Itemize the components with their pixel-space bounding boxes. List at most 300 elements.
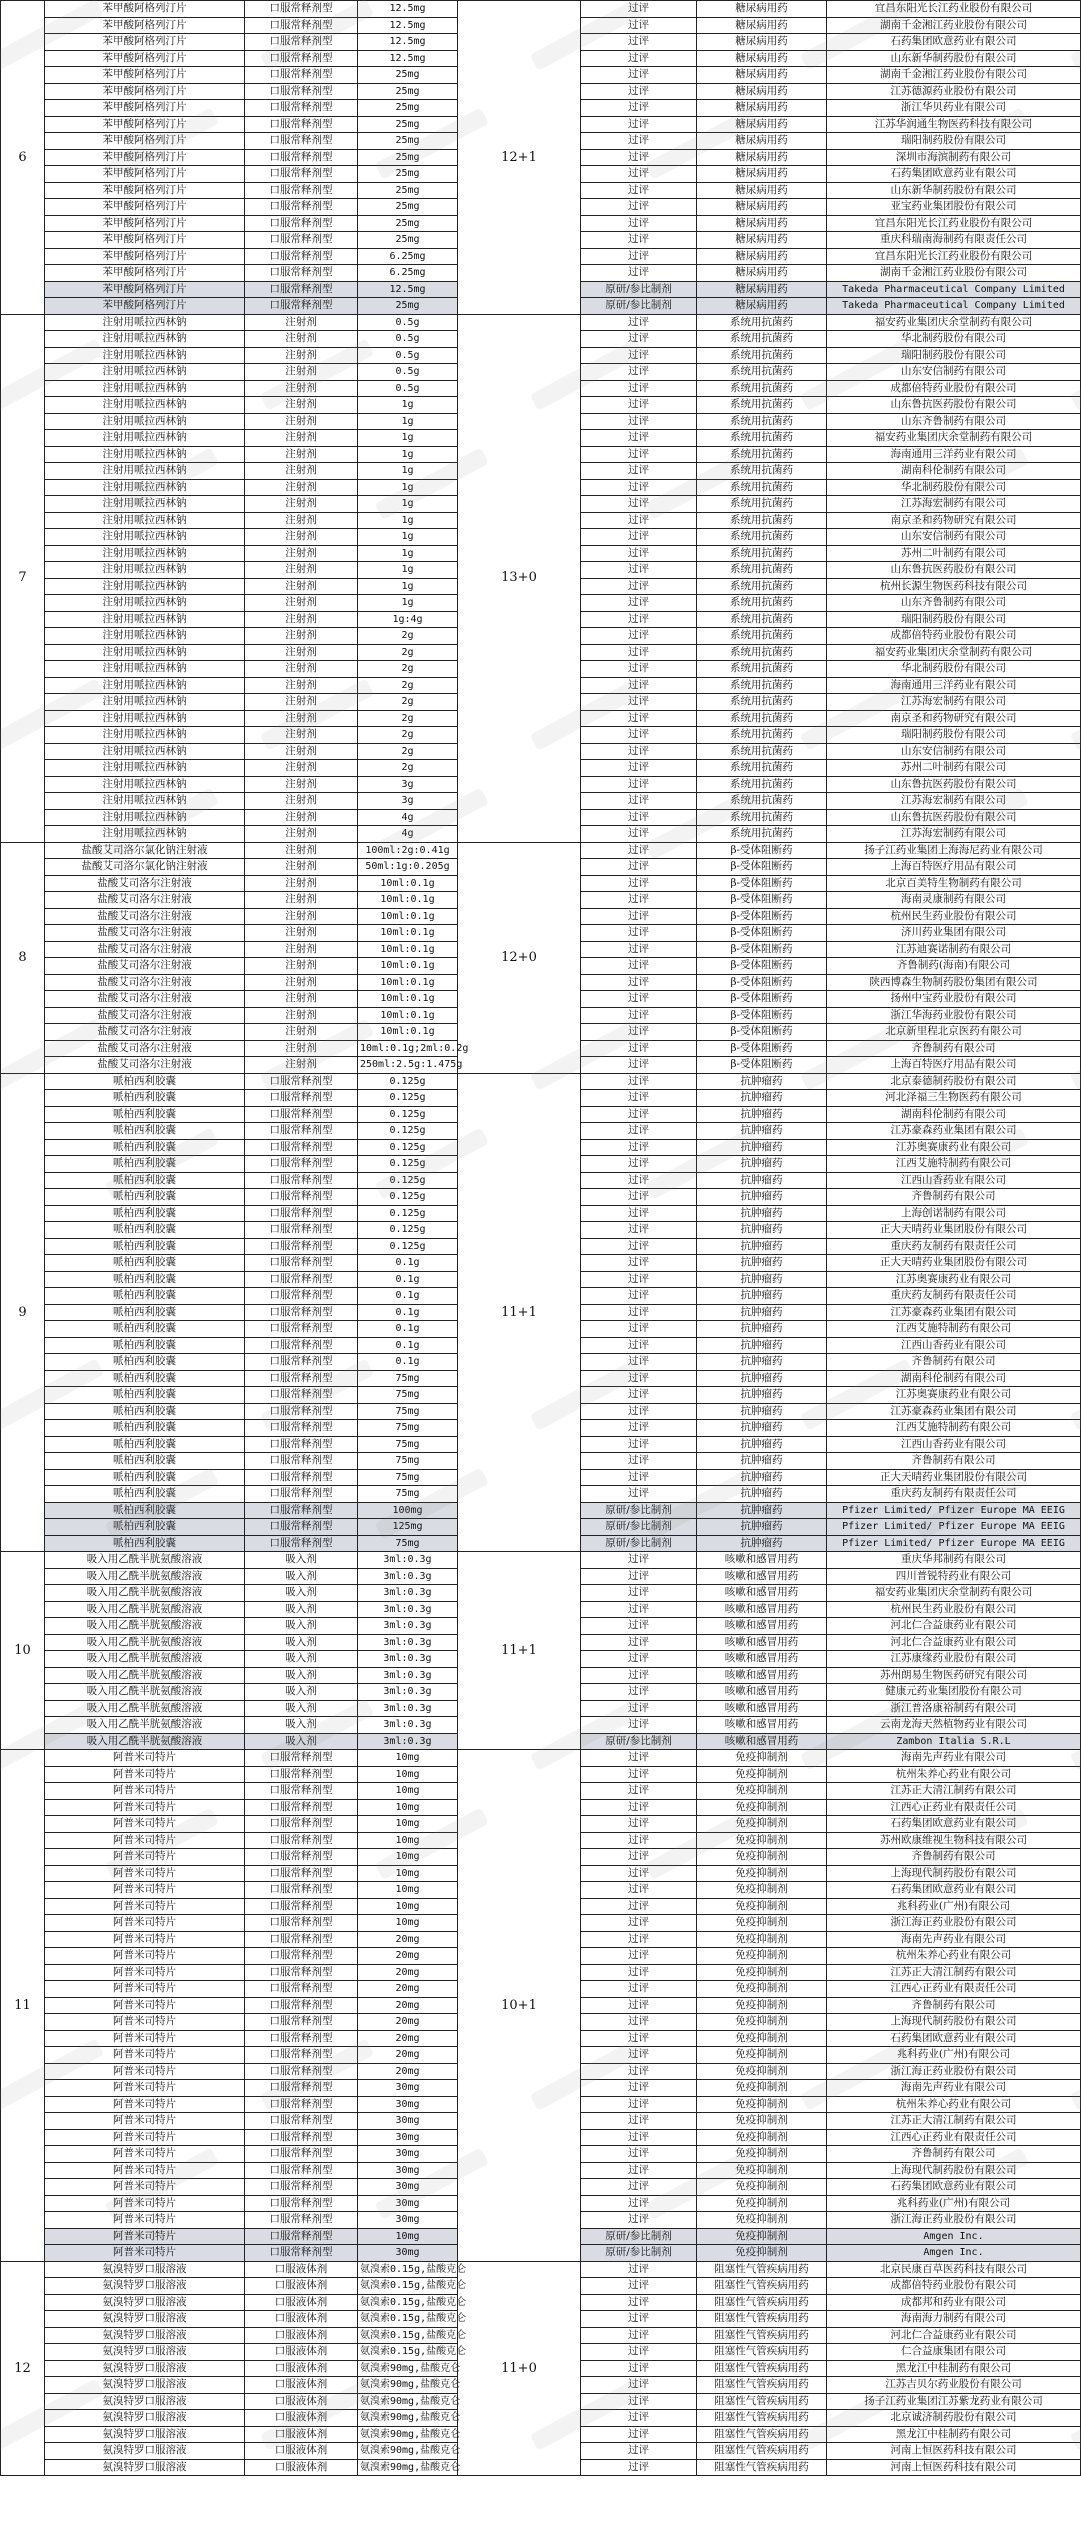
evaluation-status-cell: 过评 bbox=[581, 859, 697, 876]
drug-name-cell: 注射用哌拉西林钠 bbox=[45, 314, 245, 331]
drug-name-cell: 注射用哌拉西林钠 bbox=[45, 644, 245, 661]
specification-cell: 25mg bbox=[358, 182, 458, 199]
drug-name-cell: 注射用哌拉西林钠 bbox=[45, 809, 245, 826]
drug-name-cell: 哌柏西利胶囊 bbox=[45, 1354, 245, 1371]
drug-name-cell: 阿普米司特片 bbox=[45, 1849, 245, 1866]
dosage-form-cell: 口服常释剂型 bbox=[245, 1090, 358, 1107]
therapeutic-class-cell: 系统用抗菌药 bbox=[697, 529, 827, 546]
specification-cell: 氨溴索90mg,盐酸克仑 bbox=[358, 2360, 458, 2377]
manufacturer-cell: 福安药业集团庆余堂制药有限公司 bbox=[827, 1585, 1081, 1602]
specification-cell: 25mg bbox=[358, 232, 458, 249]
drug-name-cell: 盐酸艾司洛尔注射液 bbox=[45, 1024, 245, 1041]
dosage-form-cell: 吸入剂 bbox=[245, 1733, 358, 1750]
specification-cell: 0.125g bbox=[358, 1222, 458, 1239]
evaluation-status-cell: 过评 bbox=[581, 2080, 697, 2097]
specification-cell: 0.125g bbox=[358, 1123, 458, 1140]
specification-cell: 75mg bbox=[358, 1453, 458, 1470]
dosage-form-cell: 口服常释剂型 bbox=[245, 1106, 358, 1123]
evaluation-status-cell: 过评 bbox=[581, 1552, 697, 1569]
manufacturer-cell: 海南灵康制药有限公司 bbox=[827, 892, 1081, 909]
dosage-form-cell: 注射剂 bbox=[245, 727, 358, 744]
evaluation-status-cell: 过评 bbox=[581, 1849, 697, 1866]
specification-cell: 0.1g bbox=[358, 1354, 458, 1371]
manufacturer-cell: 山东鲁抗医药股份有限公司 bbox=[827, 809, 1081, 826]
specification-cell: 30mg bbox=[358, 2080, 458, 2097]
therapeutic-class-cell: 免疫抑制剂 bbox=[697, 2047, 827, 2064]
specification-cell: 125mg bbox=[358, 1519, 458, 1536]
manufacturer-cell: 北京百美特生物制药有限公司 bbox=[827, 875, 1081, 892]
therapeutic-class-cell: 抗肿瘤药 bbox=[697, 1255, 827, 1272]
evaluation-status-cell: 过评 bbox=[581, 875, 697, 892]
therapeutic-class-cell: 免疫抑制剂 bbox=[697, 2228, 827, 2245]
therapeutic-class-cell: 糖尿病用药 bbox=[697, 298, 827, 315]
therapeutic-class-cell: β-受体阻断药 bbox=[697, 941, 827, 958]
manufacturer-cell: 河北泽福三生物医药有限公司 bbox=[827, 1090, 1081, 1107]
drug-name-cell: 阿普米司特片 bbox=[45, 1816, 245, 1833]
manufacturer-cell: 重庆药友制药有限责任公司 bbox=[827, 1288, 1081, 1305]
manufacturer-cell: 浙江普洛康裕制药有限公司 bbox=[827, 1700, 1081, 1717]
evaluation-status-cell: 过评 bbox=[581, 578, 697, 595]
evaluation-status-cell: 过评 bbox=[581, 1865, 697, 1882]
evaluation-status-cell: 过评 bbox=[581, 644, 697, 661]
therapeutic-class-cell: 免疫抑制剂 bbox=[697, 2146, 827, 2163]
evaluation-status-cell: 过评 bbox=[581, 1618, 697, 1635]
dosage-form-cell: 口服常释剂型 bbox=[245, 281, 358, 298]
therapeutic-class-cell: 免疫抑制剂 bbox=[697, 2245, 827, 2262]
drug-name-cell: 盐酸艾司洛尔注射液 bbox=[45, 908, 245, 925]
manufacturer-cell: 扬子江药业集团江苏紫龙药业有限公司 bbox=[827, 2393, 1081, 2410]
manufacturer-cell: 正大天晴药业集团股份有限公司 bbox=[827, 1222, 1081, 1239]
drug-name-cell: 阿普米司特片 bbox=[45, 2146, 245, 2163]
drug-name-cell: 注射用哌拉西林钠 bbox=[45, 430, 245, 447]
manufacturer-cell: 浙江海正药业股份有限公司 bbox=[827, 1915, 1081, 1932]
dosage-form-cell: 口服常释剂型 bbox=[245, 2047, 358, 2064]
therapeutic-class-cell: 系统用抗菌药 bbox=[697, 314, 827, 331]
therapeutic-class-cell: 阻塞性气管疾病用药 bbox=[697, 2278, 827, 2295]
specification-cell: 2g bbox=[358, 727, 458, 744]
evaluation-status-cell: 过评 bbox=[581, 826, 697, 843]
specification-cell: 75mg bbox=[358, 1469, 458, 1486]
drug-name-cell: 注射用哌拉西林钠 bbox=[45, 595, 245, 612]
evaluation-status-cell: 过评 bbox=[581, 463, 697, 480]
therapeutic-class-cell: 抗肿瘤药 bbox=[697, 1090, 827, 1107]
manufacturer-cell: 海南先声药业有限公司 bbox=[827, 1750, 1081, 1767]
evaluation-status-cell: 过评 bbox=[581, 1189, 697, 1206]
specification-cell: 3ml:0.3g bbox=[358, 1601, 458, 1618]
specification-cell: 10mg bbox=[358, 2228, 458, 2245]
drug-name-cell: 阿普米司特片 bbox=[45, 1898, 245, 1915]
therapeutic-class-cell: 糖尿病用药 bbox=[697, 133, 827, 150]
dosage-form-cell: 口服常释剂型 bbox=[245, 2245, 358, 2262]
therapeutic-class-cell: 抗肿瘤药 bbox=[697, 1073, 827, 1090]
specification-cell: 0.1g bbox=[358, 1321, 458, 1338]
evaluation-status-cell: 过评 bbox=[581, 1205, 697, 1222]
evaluation-status-cell: 过评 bbox=[581, 2278, 697, 2295]
specification-cell: 3ml:0.3g bbox=[358, 1651, 458, 1668]
therapeutic-class-cell: 系统用抗菌药 bbox=[697, 545, 827, 562]
evaluation-status-cell: 过评 bbox=[581, 958, 697, 975]
specification-cell: 12.5mg bbox=[358, 281, 458, 298]
dosage-form-cell: 注射剂 bbox=[245, 628, 358, 645]
manufacturer-cell: 黑龙江中桂制药有限公司 bbox=[827, 2426, 1081, 2443]
manufacturer-cell: 江西艾施特制药有限公司 bbox=[827, 1156, 1081, 1173]
manufacturer-cell: Pfizer Limited/ Pfizer Europe MA EEIG bbox=[827, 1502, 1081, 1519]
specification-cell: 100mg bbox=[358, 1502, 458, 1519]
evaluation-status-cell: 过评 bbox=[581, 2261, 697, 2278]
specification-cell: 12.5mg bbox=[358, 17, 458, 34]
table-body bbox=[1, 1, 1081, 2476]
therapeutic-class-cell: 系统用抗菌药 bbox=[697, 727, 827, 744]
therapeutic-class-cell: 系统用抗菌药 bbox=[697, 677, 827, 694]
evaluation-status-cell: 过评 bbox=[581, 364, 697, 381]
therapeutic-class-cell: 免疫抑制剂 bbox=[697, 1882, 827, 1899]
manufacturer-cell: 浙江海正药业股份有限公司 bbox=[827, 2212, 1081, 2229]
manufacturer-cell: 山东安信制药有限公司 bbox=[827, 743, 1081, 760]
evaluation-status-cell: 过评 bbox=[581, 1139, 697, 1156]
evaluation-status-cell: 过评 bbox=[581, 331, 697, 348]
dosage-form-cell: 注射剂 bbox=[245, 611, 358, 628]
therapeutic-class-cell: 抗肿瘤药 bbox=[697, 1387, 827, 1404]
manufacturer-cell: 瑞阳制药股份有限公司 bbox=[827, 347, 1081, 364]
specification-cell: 10ml:0.1g bbox=[358, 892, 458, 909]
dosage-form-cell: 注射剂 bbox=[245, 331, 358, 348]
manufacturer-cell: 江苏奥赛康药业有限公司 bbox=[827, 1387, 1081, 1404]
therapeutic-class-cell: 系统用抗菌药 bbox=[697, 397, 827, 414]
drug-name-cell: 哌柏西利胶囊 bbox=[45, 1486, 245, 1503]
manufacturer-cell: 苏州欧康维视生物科技有限公司 bbox=[827, 1832, 1081, 1849]
therapeutic-class-cell: 系统用抗菌药 bbox=[697, 595, 827, 612]
drug-name-cell: 苯甲酸阿格列汀片 bbox=[45, 265, 245, 282]
specification-cell: 3ml:0.3g bbox=[358, 1717, 458, 1734]
evaluation-status-cell: 过评 bbox=[581, 2146, 697, 2163]
evaluation-status-cell: 过评 bbox=[581, 2063, 697, 2080]
drug-name-cell: 吸入用乙酰半胱氨酸溶液 bbox=[45, 1552, 245, 1569]
specification-cell: 20mg bbox=[358, 2063, 458, 2080]
dosage-form-cell: 注射剂 bbox=[245, 743, 358, 760]
specification-cell: 2g bbox=[358, 694, 458, 711]
drug-name-cell: 哌柏西利胶囊 bbox=[45, 1403, 245, 1420]
therapeutic-class-cell: 抗肿瘤药 bbox=[697, 1106, 827, 1123]
specification-cell: 0.5g bbox=[358, 380, 458, 397]
drug-name-cell: 盐酸艾司洛尔注射液 bbox=[45, 875, 245, 892]
evaluation-status-cell: 过评 bbox=[581, 1436, 697, 1453]
drug-name-cell: 阿普米司特片 bbox=[45, 2162, 245, 2179]
therapeutic-class-cell: 咳嗽和感冒用药 bbox=[697, 1568, 827, 1585]
dosage-form-cell: 口服液体剂 bbox=[245, 2327, 358, 2344]
dosage-form-cell: 注射剂 bbox=[245, 958, 358, 975]
dosage-form-cell: 口服常释剂型 bbox=[245, 2030, 358, 2047]
evaluation-status-cell: 过评 bbox=[581, 1898, 697, 1915]
evaluation-status-cell: 过评 bbox=[581, 67, 697, 84]
evaluation-status-cell: 过评 bbox=[581, 925, 697, 942]
manufacturer-cell: 华北制药股份有限公司 bbox=[827, 661, 1081, 678]
evaluation-status-cell: 过评 bbox=[581, 1469, 697, 1486]
dosage-form-cell: 口服常释剂型 bbox=[245, 1436, 358, 1453]
therapeutic-class-cell: 系统用抗菌药 bbox=[697, 562, 827, 579]
evaluation-status-cell: 过评 bbox=[581, 1766, 697, 1783]
therapeutic-class-cell: 系统用抗菌药 bbox=[697, 743, 827, 760]
drug-name-cell: 盐酸艾司洛尔注射液 bbox=[45, 1040, 245, 1057]
evaluation-status-cell: 过评 bbox=[581, 1057, 697, 1074]
dosage-form-cell: 吸入剂 bbox=[245, 1684, 358, 1701]
manufacturer-cell: 苏州二叶制药有限公司 bbox=[827, 760, 1081, 777]
specification-cell: 氨溴索90mg,盐酸克仑 bbox=[358, 2459, 458, 2476]
drug-name-cell: 苯甲酸阿格列汀片 bbox=[45, 248, 245, 265]
therapeutic-class-cell: 咳嗽和感冒用药 bbox=[697, 1684, 827, 1701]
drug-name-cell: 苯甲酸阿格列汀片 bbox=[45, 182, 245, 199]
evaluation-status-cell: 过评 bbox=[581, 50, 697, 67]
evaluation-status-cell: 过评 bbox=[581, 248, 697, 265]
evaluation-status-cell: 过评 bbox=[581, 83, 697, 100]
therapeutic-class-cell: 阻塞性气管疾病用药 bbox=[697, 2410, 827, 2427]
specification-cell: 氨溴索0.15g,盐酸克仑 bbox=[358, 2261, 458, 2278]
manufacturer-cell: Zambon Italia S.R.L bbox=[827, 1733, 1081, 1750]
drug-name-cell: 氨溴特罗口服溶液 bbox=[45, 2426, 245, 2443]
evaluation-status-cell: 原研/参比制剂 bbox=[581, 1502, 697, 1519]
drug-name-cell: 哌柏西利胶囊 bbox=[45, 1370, 245, 1387]
drug-name-cell: 盐酸艾司洛尔氯化钠注射液 bbox=[45, 859, 245, 876]
drug-name-cell: 注射用哌拉西林钠 bbox=[45, 380, 245, 397]
therapeutic-class-cell: β-受体阻断药 bbox=[697, 892, 827, 909]
therapeutic-class-cell: 阻塞性气管疾病用药 bbox=[697, 2377, 827, 2394]
dosage-form-cell: 口服常释剂型 bbox=[245, 2113, 358, 2130]
dosage-form-cell: 口服常释剂型 bbox=[245, 215, 358, 232]
dosage-form-cell: 口服常释剂型 bbox=[245, 2195, 358, 2212]
dosage-form-cell: 吸入剂 bbox=[245, 1601, 358, 1618]
dosage-form-cell: 口服常释剂型 bbox=[245, 1519, 358, 1536]
specification-cell: 氨溴索0.15g,盐酸克仑 bbox=[358, 2294, 458, 2311]
dosage-form-cell: 口服常释剂型 bbox=[245, 298, 358, 315]
therapeutic-class-cell: 抗肿瘤药 bbox=[697, 1156, 827, 1173]
specification-cell: 10ml:0.1g bbox=[358, 991, 458, 1008]
dosage-form-cell: 口服液体剂 bbox=[245, 2261, 358, 2278]
dosage-form-cell: 口服常释剂型 bbox=[245, 1073, 358, 1090]
evaluation-status-cell: 过评 bbox=[581, 842, 697, 859]
drug-name-cell: 氨溴特罗口服溶液 bbox=[45, 2377, 245, 2394]
specification-cell: 0.1g bbox=[358, 1288, 458, 1305]
specification-cell: 30mg bbox=[358, 2113, 458, 2130]
dosage-form-cell: 口服液体剂 bbox=[245, 2443, 358, 2460]
therapeutic-class-cell: β-受体阻断药 bbox=[697, 925, 827, 942]
therapeutic-class-cell: 糖尿病用药 bbox=[697, 248, 827, 265]
dosage-form-cell: 口服常释剂型 bbox=[245, 1964, 358, 1981]
specification-cell: 2g bbox=[358, 677, 458, 694]
evaluation-status-cell: 过评 bbox=[581, 2377, 697, 2394]
manufacturer-cell: Pfizer Limited/ Pfizer Europe MA EEIG bbox=[827, 1535, 1081, 1552]
drug-name-cell: 苯甲酸阿格列汀片 bbox=[45, 17, 245, 34]
therapeutic-class-cell: 免疫抑制剂 bbox=[697, 2080, 827, 2097]
drug-name-cell: 阿普米司特片 bbox=[45, 1882, 245, 1899]
drug-name-cell: 注射用哌拉西林钠 bbox=[45, 628, 245, 645]
therapeutic-class-cell: 抗肿瘤药 bbox=[697, 1288, 827, 1305]
specification-cell: 25mg bbox=[358, 166, 458, 183]
dosage-form-cell: 注射剂 bbox=[245, 941, 358, 958]
drug-name-cell: 阿普米司特片 bbox=[45, 1799, 245, 1816]
manufacturer-cell: 浙江海正药业股份有限公司 bbox=[827, 2063, 1081, 2080]
dosage-form-cell: 注射剂 bbox=[245, 397, 358, 414]
specification-cell: 3ml:0.3g bbox=[358, 1552, 458, 1569]
dosage-form-cell: 口服常释剂型 bbox=[245, 1865, 358, 1882]
drug-name-cell: 阿普米司特片 bbox=[45, 2080, 245, 2097]
specification-cell: 75mg bbox=[358, 1370, 458, 1387]
dosage-form-cell: 口服常释剂型 bbox=[245, 1816, 358, 1833]
evaluation-status-cell: 过评 bbox=[581, 2047, 697, 2064]
manufacturer-cell: 齐鲁制药有限公司 bbox=[827, 2146, 1081, 2163]
manufacturer-cell: 杭州民生药业股份有限公司 bbox=[827, 1601, 1081, 1618]
specification-cell: 1g bbox=[358, 545, 458, 562]
dosage-form-cell: 口服常释剂型 bbox=[245, 1370, 358, 1387]
manufacturer-cell: 海南海力制药有限公司 bbox=[827, 2311, 1081, 2328]
manufacturer-cell: 石药集团欧意药业有限公司 bbox=[827, 166, 1081, 183]
drug-name-cell: 注射用哌拉西林钠 bbox=[45, 496, 245, 513]
therapeutic-class-cell: 免疫抑制剂 bbox=[697, 2030, 827, 2047]
evaluation-status-cell: 过评 bbox=[581, 2195, 697, 2212]
specification-cell: 氨溴索0.15g,盐酸克仑 bbox=[358, 2278, 458, 2295]
therapeutic-class-cell: 抗肿瘤药 bbox=[697, 1469, 827, 1486]
specification-cell: 1g bbox=[358, 430, 458, 447]
evaluation-status-cell: 过评 bbox=[581, 2311, 697, 2328]
dosage-form-cell: 口服常释剂型 bbox=[245, 1321, 358, 1338]
drug-name-cell: 苯甲酸阿格列汀片 bbox=[45, 232, 245, 249]
evaluation-status-cell: 过评 bbox=[581, 1403, 697, 1420]
manufacturer-cell: 山东新华制药股份有限公司 bbox=[827, 50, 1081, 67]
specification-cell: 3g bbox=[358, 776, 458, 793]
evaluation-status-cell: 过评 bbox=[581, 479, 697, 496]
dosage-form-cell: 吸入剂 bbox=[245, 1585, 358, 1602]
manufacturer-cell: 兆科药业(广州)有限公司 bbox=[827, 1898, 1081, 1915]
therapeutic-class-cell: β-受体阻断药 bbox=[697, 1040, 827, 1057]
manufacturer-cell: 亚宝药业集团股份有限公司 bbox=[827, 199, 1081, 216]
evaluation-status-cell: 过评 bbox=[581, 1816, 697, 1833]
dosage-form-cell: 口服常释剂型 bbox=[245, 1288, 358, 1305]
manufacturer-cell: 江苏正大清江制药有限公司 bbox=[827, 2113, 1081, 2130]
evaluation-status-cell: 过评 bbox=[581, 2327, 697, 2344]
therapeutic-class-cell: β-受体阻断药 bbox=[697, 859, 827, 876]
drug-name-cell: 吸入用乙酰半胱氨酸溶液 bbox=[45, 1585, 245, 1602]
evaluation-status-cell: 过评 bbox=[581, 1387, 697, 1404]
therapeutic-class-cell: 系统用抗菌药 bbox=[697, 611, 827, 628]
therapeutic-class-cell: 阻塞性气管疾病用药 bbox=[697, 2327, 827, 2344]
dosage-form-cell: 吸入剂 bbox=[245, 1618, 358, 1635]
therapeutic-class-cell: 系统用抗菌药 bbox=[697, 364, 827, 381]
manufacturer-cell: 正大天晴药业集团股份有限公司 bbox=[827, 1469, 1081, 1486]
dosage-form-cell: 口服常释剂型 bbox=[245, 67, 358, 84]
dosage-form-cell: 口服常释剂型 bbox=[245, 1420, 358, 1437]
drug-name-cell: 苯甲酸阿格列汀片 bbox=[45, 298, 245, 315]
drug-name-cell: 苯甲酸阿格列汀片 bbox=[45, 34, 245, 51]
therapeutic-class-cell: 咳嗽和感冒用药 bbox=[697, 1733, 827, 1750]
dosage-form-cell: 口服常释剂型 bbox=[245, 2146, 358, 2163]
therapeutic-class-cell: 免疫抑制剂 bbox=[697, 1931, 827, 1948]
manufacturer-cell: 江苏海宏制药有限公司 bbox=[827, 826, 1081, 843]
dosage-form-cell: 注射剂 bbox=[245, 479, 358, 496]
specification-cell: 25mg bbox=[358, 199, 458, 216]
specification-cell: 3ml:0.3g bbox=[358, 1585, 458, 1602]
evaluation-status-cell: 过评 bbox=[581, 694, 697, 711]
dosage-form-cell: 口服常释剂型 bbox=[245, 2014, 358, 2031]
evaluation-status-cell: 过评 bbox=[581, 1156, 697, 1173]
therapeutic-class-cell: 系统用抗菌药 bbox=[697, 512, 827, 529]
dosage-form-cell: 吸入剂 bbox=[245, 1634, 358, 1651]
evaluation-status-cell: 过评 bbox=[581, 34, 697, 51]
specification-cell: 10mg bbox=[358, 1865, 458, 1882]
specification-cell: 30mg bbox=[358, 2129, 458, 2146]
specification-cell: 10ml:0.1g bbox=[358, 974, 458, 991]
evaluation-status-cell: 过评 bbox=[581, 380, 697, 397]
evaluation-status-cell: 过评 bbox=[581, 100, 697, 117]
drug-name-cell: 哌柏西利胶囊 bbox=[45, 1156, 245, 1173]
manufacturer-cell: 上海创诺制药有限公司 bbox=[827, 1205, 1081, 1222]
therapeutic-class-cell: 系统用抗菌药 bbox=[697, 694, 827, 711]
dosage-form-cell: 注射剂 bbox=[245, 446, 358, 463]
specification-cell: 2g bbox=[358, 644, 458, 661]
evaluation-status-cell: 过评 bbox=[581, 1981, 697, 1998]
specification-cell: 25mg bbox=[358, 116, 458, 133]
specification-cell: 20mg bbox=[358, 2047, 458, 2064]
group-count-cell: 10+1 bbox=[458, 1750, 581, 2262]
evaluation-status-cell: 过评 bbox=[581, 727, 697, 744]
dosage-form-cell: 口服常释剂型 bbox=[245, 1766, 358, 1783]
evaluation-status-cell: 过评 bbox=[581, 562, 697, 579]
dosage-form-cell: 口服常释剂型 bbox=[245, 1255, 358, 1272]
drug-name-cell: 注射用哌拉西林钠 bbox=[45, 479, 245, 496]
evaluation-status-cell: 过评 bbox=[581, 1222, 697, 1239]
drug-name-cell: 哌柏西利胶囊 bbox=[45, 1304, 245, 1321]
evaluation-status-cell: 过评 bbox=[581, 2443, 697, 2460]
therapeutic-class-cell: 免疫抑制剂 bbox=[697, 2212, 827, 2229]
therapeutic-class-cell: 免疫抑制剂 bbox=[697, 2014, 827, 2031]
manufacturer-cell: 江苏正大清江制药有限公司 bbox=[827, 1783, 1081, 1800]
dosage-form-cell: 口服常释剂型 bbox=[245, 1453, 358, 1470]
manufacturer-cell: 杭州朱养心药业有限公司 bbox=[827, 1948, 1081, 1965]
drug-name-cell: 哌柏西利胶囊 bbox=[45, 1337, 245, 1354]
drug-name-cell: 苯甲酸阿格列汀片 bbox=[45, 281, 245, 298]
dosage-form-cell: 注射剂 bbox=[245, 826, 358, 843]
evaluation-status-cell: 原研/参比制剂 bbox=[581, 2228, 697, 2245]
specification-cell: 6.25mg bbox=[358, 248, 458, 265]
therapeutic-class-cell: 抗肿瘤药 bbox=[697, 1205, 827, 1222]
therapeutic-class-cell: 免疫抑制剂 bbox=[697, 1832, 827, 1849]
drug-name-cell: 阿普米司特片 bbox=[45, 1832, 245, 1849]
dosage-form-cell: 口服常释剂型 bbox=[245, 1469, 358, 1486]
dosage-form-cell: 注射剂 bbox=[245, 347, 358, 364]
evaluation-status-cell: 过评 bbox=[581, 991, 697, 1008]
manufacturer-cell: 山东鲁抗医药股份有限公司 bbox=[827, 397, 1081, 414]
specification-cell: 10mg bbox=[358, 1898, 458, 1915]
specification-cell: 10mg bbox=[358, 1766, 458, 1783]
dosage-form-cell: 注射剂 bbox=[245, 776, 358, 793]
manufacturer-cell: 瑞阳制药股份有限公司 bbox=[827, 727, 1081, 744]
specification-cell: 3ml:0.3g bbox=[358, 1634, 458, 1651]
therapeutic-class-cell: 咳嗽和感冒用药 bbox=[697, 1651, 827, 1668]
dosage-form-cell: 注射剂 bbox=[245, 512, 358, 529]
manufacturer-cell: 石药集团欧意药业有限公司 bbox=[827, 34, 1081, 51]
specification-cell: 25mg bbox=[358, 133, 458, 150]
drug-name-cell: 苯甲酸阿格列汀片 bbox=[45, 83, 245, 100]
therapeutic-class-cell: 咳嗽和感冒用药 bbox=[697, 1618, 827, 1635]
dosage-form-cell: 注射剂 bbox=[245, 908, 358, 925]
drug-name-cell: 氨溴特罗口服溶液 bbox=[45, 2410, 245, 2427]
therapeutic-class-cell: 系统用抗菌药 bbox=[697, 347, 827, 364]
therapeutic-class-cell: 抗肿瘤药 bbox=[697, 1486, 827, 1503]
manufacturer-cell: Takeda Pharmaceutical Company Limited bbox=[827, 281, 1081, 298]
specification-cell: 0.125g bbox=[358, 1073, 458, 1090]
specification-cell: 20mg bbox=[358, 1948, 458, 1965]
evaluation-status-cell: 过评 bbox=[581, 1238, 697, 1255]
specification-cell: 10ml:0.1g bbox=[358, 1007, 458, 1024]
group-count-cell: 11+1 bbox=[458, 1073, 581, 1552]
drug-name-cell: 注射用哌拉西林钠 bbox=[45, 397, 245, 414]
